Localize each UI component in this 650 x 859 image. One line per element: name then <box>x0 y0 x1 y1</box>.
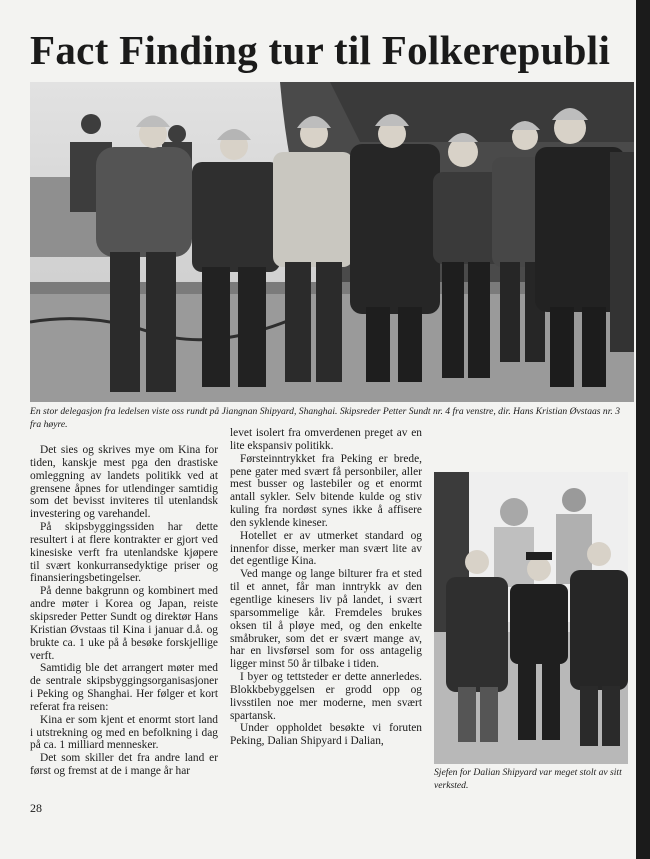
headline: Fact Finding tur til Folkerepubli <box>30 27 611 73</box>
article-paragraph: Kina er som kjent et enormt stort land i utstrekning og med en befolkning i dag på ca. 1 milliard mennesker. <box>30 713 218 752</box>
side-photo-dalian-shipyard <box>434 472 628 764</box>
main-photo-caption: En stor delegasjon fra ledelsen viste oss rundt på Jiangnan Shipyard, Shanghai. Skipsreder Petter Sundt nr. 4 fra venstre, dir. Hans Kristian Øvstaas nr. 3 fra høyre. <box>30 406 620 430</box>
article-paragraph: levet isolert fra omverdenen preget av en lite ekspansiv politikk. <box>230 427 422 452</box>
article-paragraph: Ved mange og lange bilturer fra et sted til et annet, får man inntrykk av den egentlige kinesers liv på landet, i svært sparsommelige kår. Fremdeles brukes oksen til å pløye med, og den enkelte småbruker, som det er svært mange av, har en livsførsel som for oss antagelig ligger minst 50 år tilbake i tiden. <box>230 568 422 671</box>
article-paragraph: Under oppholdet besøkte vi foruten Peking, Dalian Shipyard i Dalian, <box>230 722 422 748</box>
article-paragraph: I byer og tettsteder er dette annerledes. Blokkbebyggelsen er grodd opp og livsstilen noe mer moderne, men svært spartansk. <box>230 671 422 722</box>
article-paragraph: Førsteinntrykket fra Peking er brede, pene gater med svært få personbiler, aller mest busser og lastebiler og et enormt antall sykler. Selv bitende kulde og stiv kuling fra nordøst synes ikke å affisere den syklende kineser. <box>230 452 422 529</box>
article-paragraph: Det sies og skrives mye om Kina for tiden, kanskje mest pga den drastiske omleggning av landets politikk ved at grensene åpnes for utlendinger samtidig som det bevisst inviteres til utenlandsk investering og varehandel. <box>30 444 218 521</box>
page-edge-shadow <box>636 0 650 859</box>
article-column-1 <box>30 444 218 778</box>
page-number: 28 <box>30 801 42 815</box>
article-paragraph: På skipsbyggingssiden har dette resultert i at flere kontrakter er gjort ved kinesiske verft fra utenlandske kjøpere til svært konkurransedyktige priser og finansieringsbetingelser. <box>30 521 218 585</box>
article-paragraph: Det som skiller det fra andre land er først og fremst at de i mange år har <box>30 752 218 778</box>
article-paragraph: På denne bakgrunn og kombinert med andre møter i Korea og Japan, reiste skipsreder Petter Sundt og direktør Hans Kristian Øvstaas til Kina i januar d.å. og brukte ca. 1 uke på å besøke forskjellige verft. <box>30 585 218 662</box>
side-photo-caption: Sjefen for Dalian Shipyard var meget stolt av sitt verksted. <box>434 767 622 791</box>
main-photo-jiangnan-delegation <box>30 82 634 402</box>
article-paragraph: Samtidig ble det arrangert møter med de sentrale skipsbyggingsorganisasjoner i Peking og Shanghai. Her følger et kort referat fra reisen: <box>30 662 218 713</box>
article-column-2 <box>230 427 422 748</box>
article-paragraph: Hotellet er av utmerket standard og innenfor disse, merker man svært lite av det egentlige Kina. <box>230 529 422 568</box>
